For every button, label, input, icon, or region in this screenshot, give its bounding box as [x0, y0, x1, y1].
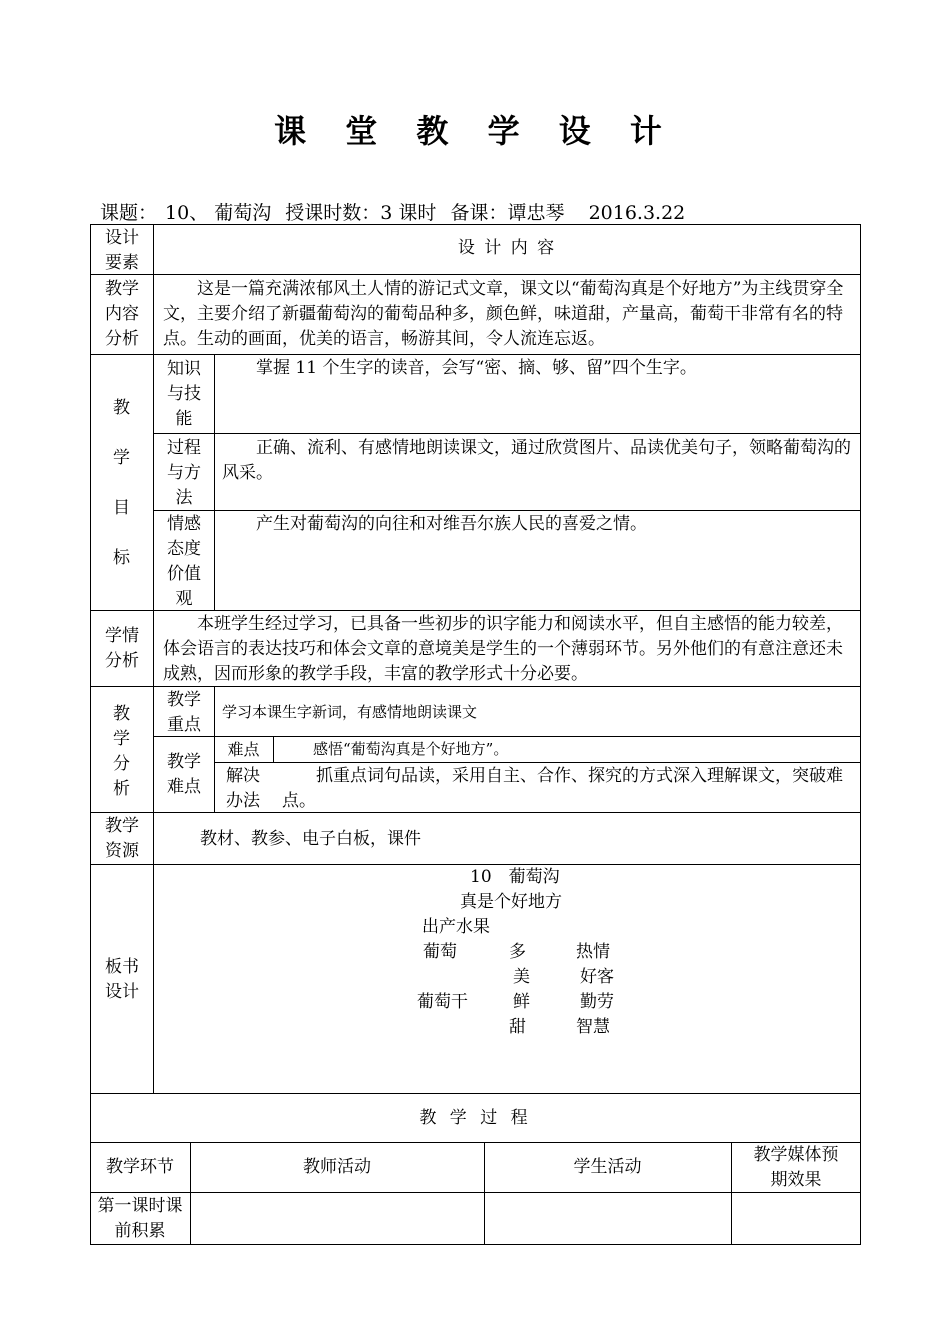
student-analysis-text: 本班学生经过学习，已具备一些初步的识字能力和阅读水平，但自主感悟的能力较差，体会语言的表达技巧和体会文章的意境美是学生的一个薄弱环节。另外他们的有意注意还未成熟，因而形象的教学手段，丰富的教学形式十分必要。 [163, 614, 843, 684]
content-analysis-text: 这是一篇充满浓郁风土人情的游记式文章，课文以“葡萄沟真是个好地方”为主线贯穿全文，主要介绍了新疆葡萄沟的葡萄品种多，颜色鲜，味道甜，产量高，葡萄干非常有名的特点。生动的画面，优美的语言，畅游其间，令人流连忘返。 [163, 279, 844, 349]
key-point-label: 教学重点 [167, 690, 201, 735]
col-media: 教学媒体预期效果 [753, 1145, 839, 1190]
preparer-label: 备课： [450, 202, 508, 224]
goal-knowledge-label: 知识与技能 [167, 359, 201, 429]
design-elements-label: 设计要素 [105, 228, 139, 273]
board-label: 板书设计 [105, 957, 139, 1002]
difficulty-text: 感悟“葡萄沟真是个好地方”。 [313, 740, 509, 758]
solution-text: 抓重点词句品读，采用自主、合作、探究的方式深入理解课文，突破难点。 [282, 766, 843, 811]
student-analysis-label: 学情分析 [105, 626, 139, 671]
topic-label: 课题： [100, 202, 158, 224]
process-title: 教 学 过 程 [419, 1108, 532, 1128]
col-teacher: 教师活动 [303, 1157, 371, 1177]
goal-process-text: 正确、流利、有感情地朗读课文，通过欣赏图片、品读优美句子，领略葡萄沟的风采。 [222, 438, 851, 483]
design-content-header: 设 计 内 容 [457, 238, 557, 258]
lesson-meta [100, 198, 693, 225]
goal-process-label: 过程与方法 [167, 438, 201, 508]
difficulty-label: 教学难点 [167, 752, 201, 797]
resources-text: 教材、教参、电子白板，课件 [200, 829, 421, 849]
key-point-text: 学习本课生字新词，有感情地朗读课文 [222, 703, 478, 721]
preparer: 谭忠琴 [507, 202, 565, 224]
resources-label: 教学资源 [105, 816, 139, 861]
date: 2016.3.22 [588, 202, 686, 224]
goal-knowledge-text: 掌握 11 个生字的读音，会写“密、摘、够、留”四个生字。 [256, 358, 697, 378]
col-student: 学生活动 [573, 1157, 642, 1177]
difficulty-sub-label: 难点 [227, 740, 260, 759]
hours: 3 课时 [380, 202, 437, 224]
topic: 10、 葡萄沟 [165, 202, 272, 224]
goal-emotion-text: 产生对葡萄沟的向往和对维吾尔族人民的喜爱之情。 [256, 514, 647, 534]
page-title: 课 堂 教 学 设 计 [274, 112, 676, 150]
hours-label: 授课时数： [285, 202, 381, 224]
solution-label: 解决办法 [226, 766, 260, 811]
content-analysis-label: 教学内容分析 [105, 279, 139, 349]
goal-emotion-label: 情感态度价值观 [167, 514, 201, 609]
col-stage: 教学环节 [106, 1157, 174, 1177]
first-lesson-stage: 第一课时课前积累 [97, 1196, 183, 1241]
